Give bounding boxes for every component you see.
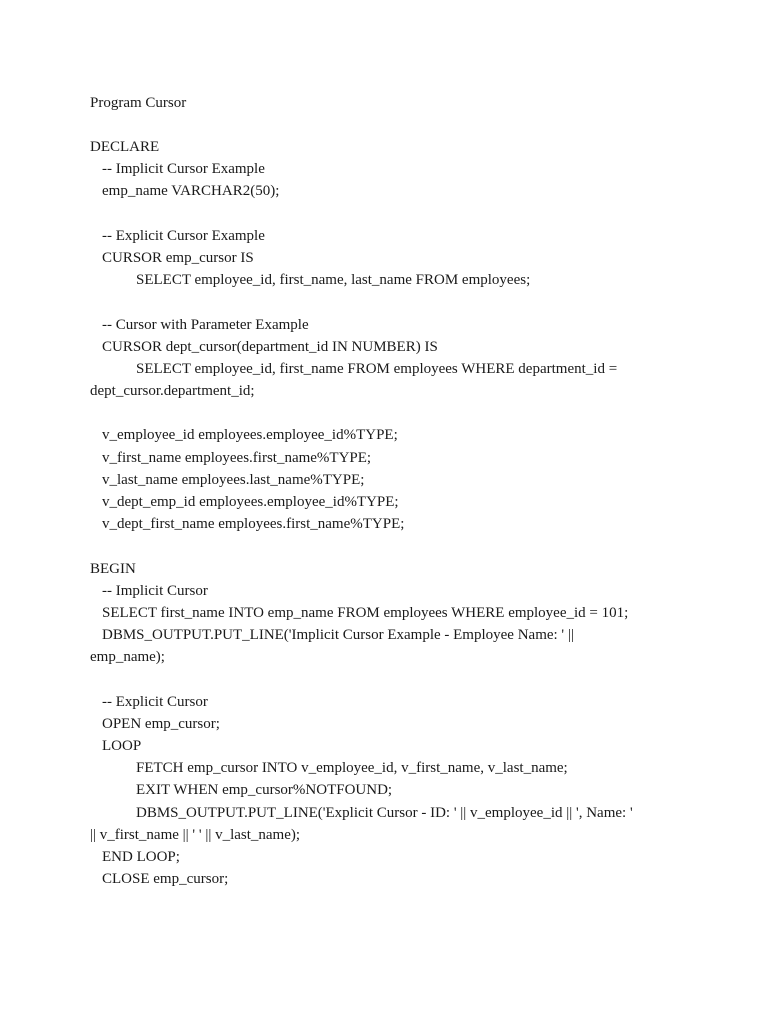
- code-line-wrapped: emp_name);: [90, 649, 165, 666]
- code-line: v_dept_emp_id employees.employee_id%TYPE;: [102, 494, 399, 510]
- code-block: [90, 136, 690, 890]
- code-line: LOOP: [102, 738, 142, 755]
- code-line: emp_name VARCHAR2(50);: [102, 183, 280, 200]
- blank-line: [90, 291, 690, 313]
- code-line: DBMS_OUTPUT.PUT_LINE('Explicit Cursor - ID: ' || v_employee_id || ', Name: ': [136, 804, 633, 821]
- blank-line: [90, 402, 690, 424]
- code-line: v_first_name employees.first_name%TYPE;: [102, 449, 372, 466]
- blank-line: [90, 535, 690, 557]
- code-line: CURSOR emp_cursor IS: [102, 249, 254, 266]
- code-line: END LOOP;: [102, 849, 180, 865]
- code-comment: -- Cursor with Parameter Example: [102, 316, 309, 333]
- code-line: SELECT employee_id, first_name FROM employees WHERE department_id =: [136, 360, 618, 377]
- code-line: OPEN emp_cursor;: [102, 715, 220, 732]
- code-line-declare: DECLARE: [90, 139, 160, 155]
- code-line: DBMS_OUTPUT.PUT_LINE('Implicit Cursor Example - Employee Name: ' ||: [102, 627, 574, 644]
- code-line-wrapped: || v_first_name || ' ' || v_last_name);: [90, 826, 301, 843]
- code-line: FETCH emp_cursor INTO v_employee_id, v_first_name, v_last_name;: [136, 760, 568, 777]
- code-line: SELECT employee_id, first_name, last_name FROM employees;: [136, 272, 531, 289]
- code-line: v_last_name employees.last_name%TYPE;: [102, 471, 365, 488]
- code-line-wrapped: dept_cursor.department_id;: [90, 383, 255, 400]
- code-line-begin: BEGIN: [90, 560, 136, 577]
- code-line: v_dept_first_name employees.first_name%TYPE;: [102, 516, 405, 533]
- code-line: v_employee_id employees.employee_id%TYPE;: [102, 427, 398, 444]
- code-line: CLOSE emp_cursor;: [102, 871, 229, 888]
- code-comment: -- Explicit Cursor: [102, 693, 208, 710]
- blank-line: [90, 669, 690, 691]
- document-title: Program Cursor: [90, 95, 187, 111]
- code-line: EXIT WHEN emp_cursor%NOTFOUND;: [136, 782, 393, 799]
- code-comment: -- Implicit Cursor: [102, 582, 208, 599]
- code-comment: -- Explicit Cursor Example: [102, 227, 265, 244]
- code-comment: -- Implicit Cursor Example: [102, 161, 265, 178]
- blank-line: [90, 203, 690, 225]
- code-line: SELECT first_name INTO emp_name FROM employees WHERE employee_id = 101;: [102, 604, 629, 621]
- code-line: CURSOR dept_cursor(department_id IN NUMBER) IS: [102, 338, 438, 355]
